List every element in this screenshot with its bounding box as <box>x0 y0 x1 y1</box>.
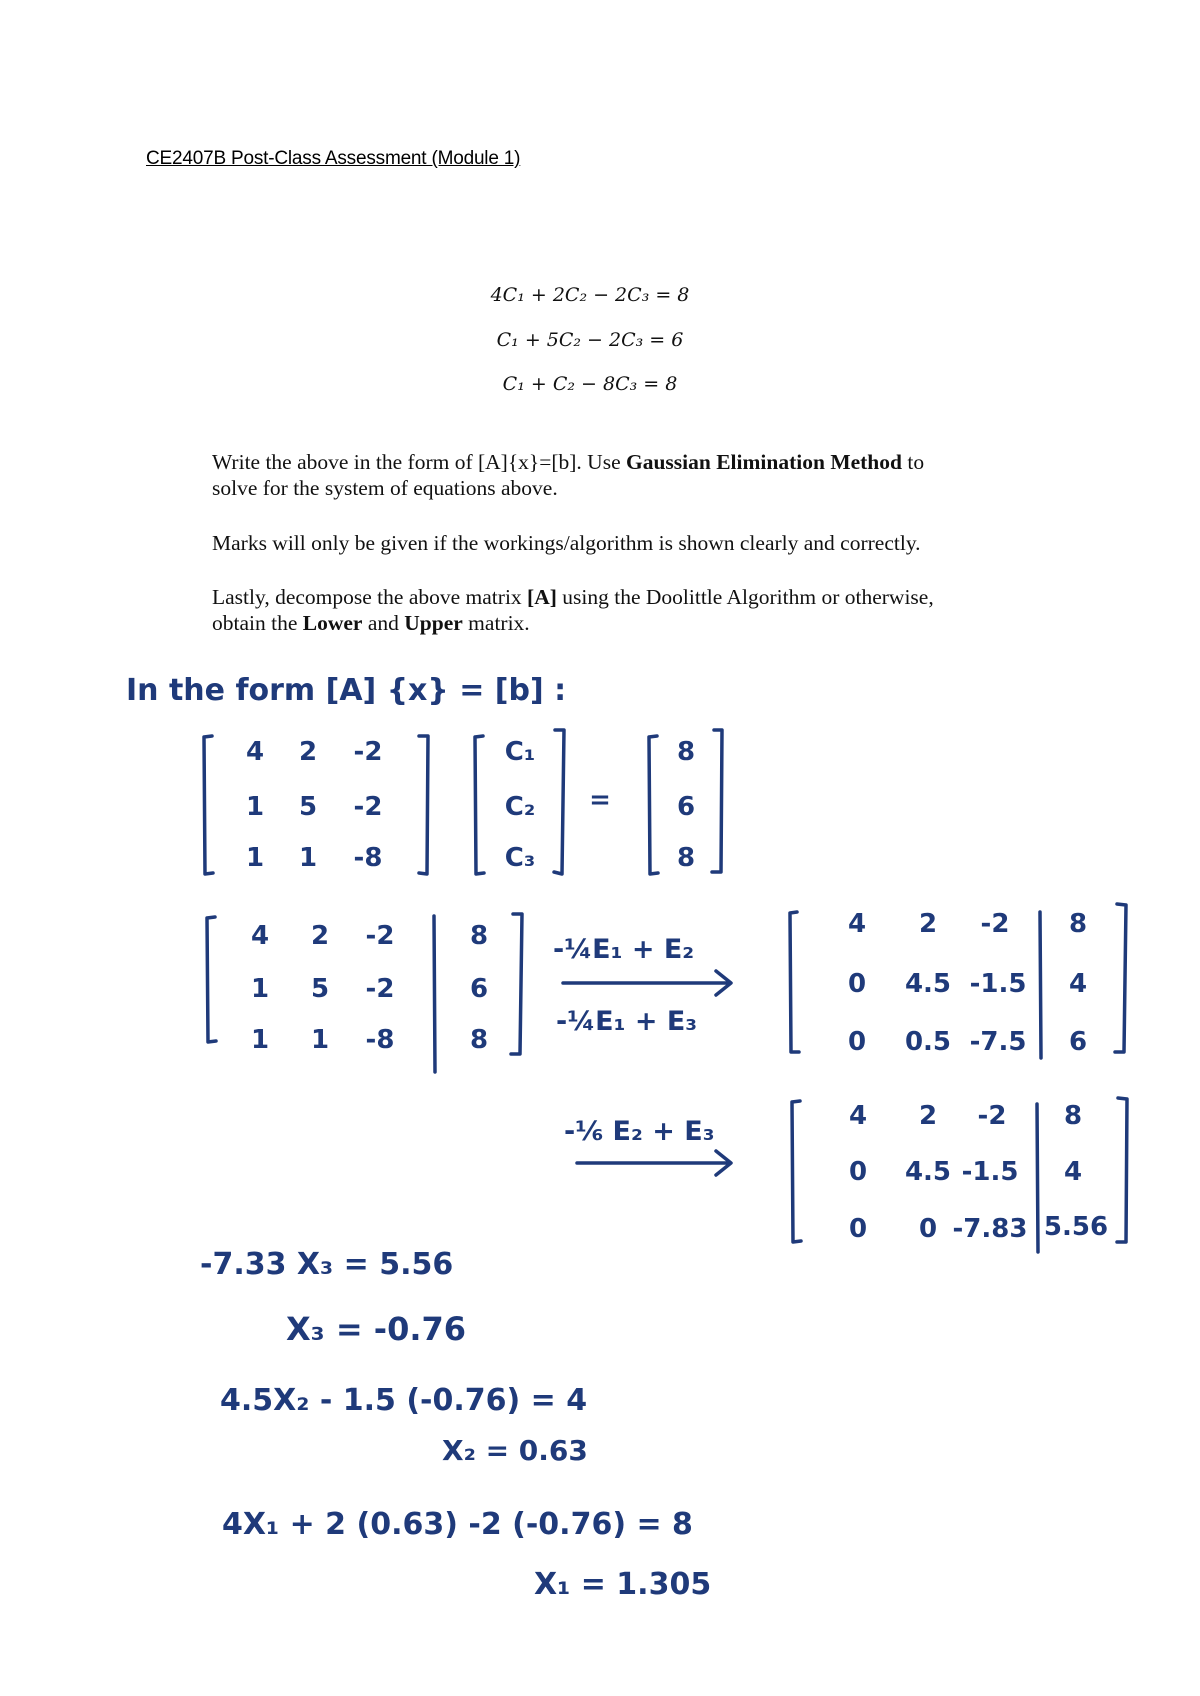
matrix-cell: 0 <box>848 1214 868 1244</box>
solution-line: X₂ = 0.63 <box>442 1434 588 1467</box>
bracket-right <box>554 730 564 874</box>
matrix-cell: 4 <box>1063 1157 1083 1187</box>
equals-sign: = <box>589 785 611 815</box>
matrix-cell: 5 <box>310 974 330 1004</box>
solution-line: 4.5X₂ - 1.5 (-0.76) = 4 <box>220 1383 588 1418</box>
row-operation: -⅙ E₂ + E₃ <box>564 1116 715 1147</box>
matrix-cell: 1 <box>250 974 270 1004</box>
equation-1: 4C₁ + 2C₂ − 2C₃ = 8 <box>490 284 690 306</box>
instruction-bold: Gaussian Elimination Method <box>626 450 902 474</box>
matrix-cell: 4 <box>245 737 265 767</box>
vector-x-cell: C₁ <box>504 737 536 767</box>
solution-line: X₁ = 1.305 <box>534 1567 712 1602</box>
matrix-cell: 0 <box>847 1027 867 1057</box>
matrix-cell: 4.5 <box>904 1157 952 1187</box>
row-operation: -¼E₁ + E₂ <box>553 934 695 965</box>
matrix-cell: -8 <box>353 843 383 873</box>
matrix-cell: 1 <box>245 843 265 873</box>
bracket-left <box>207 917 216 1042</box>
augment-divider <box>1040 912 1041 1058</box>
matrix-cell: 6 <box>1068 1027 1088 1057</box>
matrix-cell: 2 <box>298 737 318 767</box>
instruction-text: matrix. <box>462 611 530 635</box>
matrix-cell: -2 <box>977 1101 1007 1131</box>
matrix-cell: 6 <box>469 974 489 1004</box>
instruction-text: solve for the system of equations above. <box>212 476 558 500</box>
equation-2: C₁ + 5C₂ − 2C₃ = 6 <box>496 329 684 351</box>
handwritten-heading: In the form [A] {x} = [b] : <box>126 673 567 708</box>
matrix-cell: 4.5 <box>904 969 952 999</box>
matrix-cell: 0 <box>848 1157 868 1187</box>
matrix-cell: 0 <box>918 1214 938 1244</box>
matrix-cell: -2 <box>980 909 1010 939</box>
matrix-cell: 0.5 <box>904 1027 952 1057</box>
matrix-cell: 1 <box>250 1025 270 1055</box>
bracket-left <box>792 1101 801 1242</box>
matrix-cell: 5 <box>298 792 318 822</box>
instruction-paragraph-2: Marks will only be given if the workings/algorithm is shown clearly and correctly. <box>212 531 921 555</box>
matrix-cell: 0 <box>847 969 867 999</box>
augment-divider <box>434 916 435 1072</box>
vector-x-cell: C₂ <box>504 792 536 822</box>
bracket-left <box>204 736 213 874</box>
matrix-cell: 8 <box>469 1025 489 1055</box>
matrix-cell: 4 <box>847 909 867 939</box>
vector-b-cell: 8 <box>676 737 696 767</box>
instruction-text: Write the above in the form of [A]{x}=[b]. Use <box>212 450 626 474</box>
matrix-cell: 1 <box>298 843 318 873</box>
instruction-bold: [A] <box>527 585 557 609</box>
matrix-cell: 2 <box>918 1101 938 1131</box>
augment-divider <box>1037 1104 1038 1252</box>
matrix-cell: -2 <box>353 737 383 767</box>
instruction-text: to <box>901 450 925 474</box>
vector-b-cell: 8 <box>676 843 696 873</box>
matrix-cell: 2 <box>310 921 330 951</box>
instruction-bold: Upper <box>404 611 463 635</box>
bracket-left <box>790 912 799 1052</box>
matrix-cell: -2 <box>365 974 395 1004</box>
matrix-cell: 4 <box>1068 969 1088 999</box>
matrix-cell: 4 <box>250 921 270 951</box>
bracket-right <box>1117 1098 1127 1242</box>
row-operation: -¼E₁ + E₃ <box>556 1006 698 1037</box>
instruction-text: and <box>362 611 405 635</box>
matrix-cell: -2 <box>365 921 395 951</box>
matrix-cell: -7.5 <box>969 1027 1027 1057</box>
matrix-cell: 8 <box>1063 1101 1083 1131</box>
bracket-right <box>1115 904 1126 1052</box>
bracket-left <box>649 736 658 874</box>
solution-line: 4X₁ + 2 (0.63) -2 (-0.76) = 8 <box>222 1507 693 1542</box>
matrix-cell: 1 <box>245 792 265 822</box>
row-operation-arrow <box>563 971 731 995</box>
instruction-text: using the Doolittle Algorithm or otherwise, <box>556 585 934 609</box>
solution-line: X₃ = -0.76 <box>286 1310 467 1348</box>
vector-x-cell: C₃ <box>504 843 536 873</box>
bracket-left <box>475 736 484 874</box>
document-title: CE2407B Post-Class Assessment (Module 1) <box>146 148 521 169</box>
matrix-cell: 4 <box>848 1101 868 1131</box>
matrix-cell: 1 <box>310 1025 330 1055</box>
matrix-cell: -7.83 <box>952 1214 1028 1244</box>
instruction-text: Lastly, decompose the above matrix <box>212 585 528 609</box>
instruction-bold: Lower <box>302 611 363 635</box>
equation-3: C₁ + C₂ − 8C₃ = 8 <box>502 373 678 395</box>
row-operation-arrow <box>577 1151 731 1175</box>
vector-b-cell: 6 <box>676 792 696 822</box>
matrix-cell: 5.56 <box>1043 1212 1109 1242</box>
solution-line: -7.33 X₃ = 5.56 <box>200 1247 454 1282</box>
bracket-right <box>511 914 522 1054</box>
instruction-text: obtain the <box>212 611 303 635</box>
bracket-right <box>712 730 722 872</box>
bracket-right <box>419 736 428 874</box>
matrix-cell: -2 <box>353 792 383 822</box>
matrix-cell: -1.5 <box>969 969 1027 999</box>
matrix-cell: 8 <box>469 921 489 951</box>
matrix-cell: -1.5 <box>961 1157 1019 1187</box>
matrix-cell: 8 <box>1068 909 1088 939</box>
matrix-cell: -8 <box>365 1025 395 1055</box>
matrix-cell: 2 <box>918 909 938 939</box>
